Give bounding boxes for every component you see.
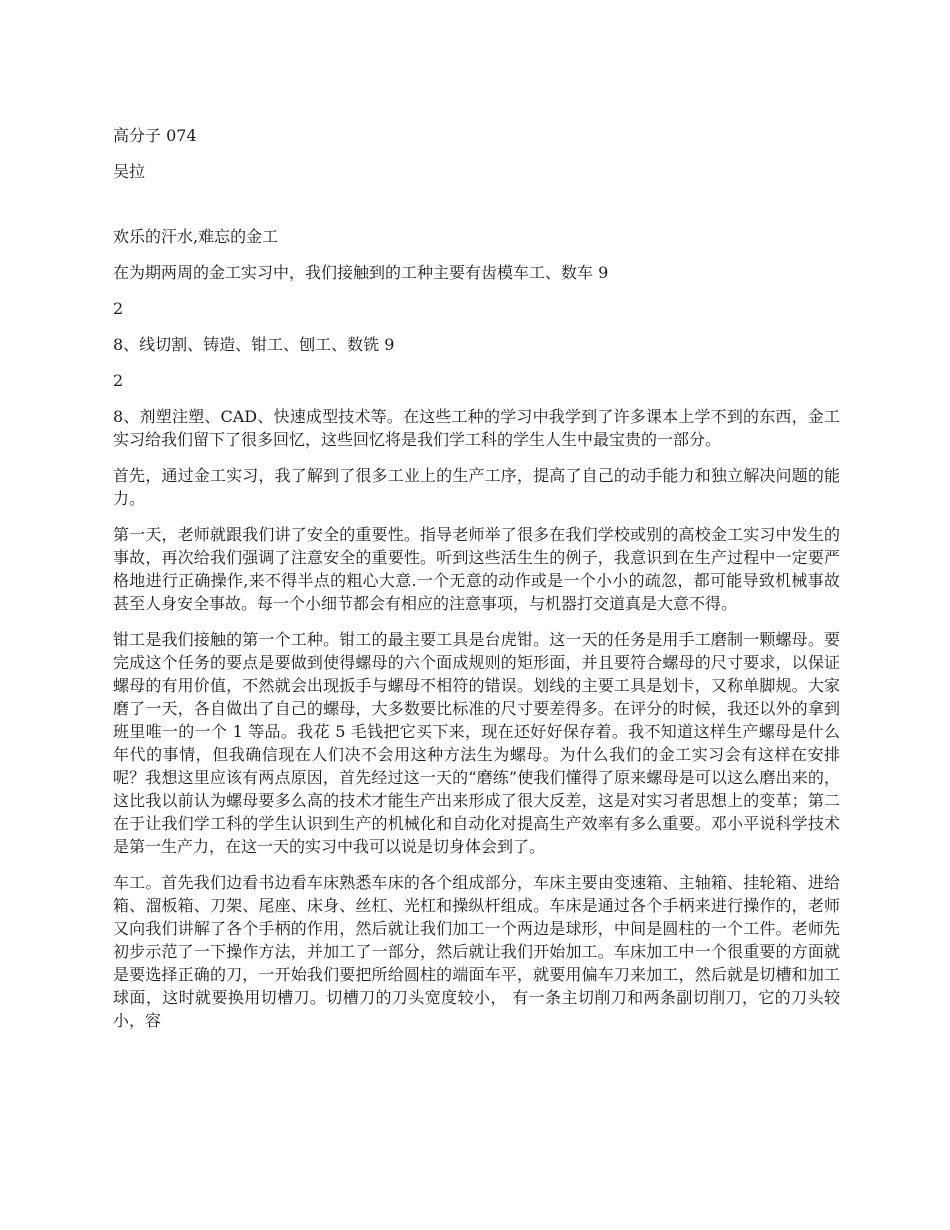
text-line: 在为期两周的金工实习中，我们接触到的工种主要有齿模车工、数车 9 xyxy=(113,263,609,282)
text-line: 8、线切割、铸造、钳工、刨工、数铣 9 xyxy=(113,335,395,354)
text-line: 2 xyxy=(113,371,124,390)
text-line: 2 xyxy=(113,299,124,318)
paragraph: 8、剂塑注塑、CAD、快速成型技术等。在这些工种的学习中我学到了许多课本上学不到的东西，金工实习给我们留下了很多回忆，这些回忆将是我们学工科的学生人生中最宝贵的一部分。 xyxy=(113,407,840,449)
author-name: 吴拉 xyxy=(113,162,146,181)
class-id: 高分子 074 xyxy=(113,126,197,145)
document-body xyxy=(113,124,840,1032)
document-title: 欢乐的汗水,难忘的金工 xyxy=(113,227,279,246)
paragraph: 钳工是我们接触的第一个工种。钳工的最主要工具是台虎钳。这一天的任务是用手工磨制一颗螺母。要完成这个任务的要点是要做到使得螺母的六个面成规则的矩形面，并且要符合螺母的尺寸要求，以保证螺母的有用价值，不然就会出现扳手与螺母不相符的错误。划线的主要工具是划卡，又称单脚规。大家磨了一天，各自做出了自己的螺母，大多数要比标准的尺寸要差得多。在评分的时候，我还以外的拿到班里唯一的一个 1 等品。我花 5 毛钱把它买下来，现在还好好保存着。我不知道这样生产螺母是什么年代的事情，但我确信现在人们决不会用这种方法生为螺母。为什么我们的金工实习会有这样在安排呢？我想这里应该有两点原因，首先经过这一天的“磨练”使我们懂得了原来螺母是可以这么磨出来的，这比我以前认为螺母要多么高的技术才能生产出来形成了很大反差，这是对实习者思想上的变革；第二在于让我们学工科的学生认识到生产的机械化和自动化对提高生产效率有多么重要。邓小平说科学技术是第一生产力，在这一天的实习中我可以说是切身体会到了。 xyxy=(113,630,840,856)
paragraph: 首先，通过金工实习，我了解到了很多工业上的生产工序，提高了自己的动手能力和独立解决问题的能力。 xyxy=(113,466,840,508)
paragraph: 车工。首先我们边看书边看车床熟悉车床的各个组成部分，车床主要由变速箱、主轴箱、挂轮箱、进给箱、溜板箱、刀架、尾座、床身、丝杠、光杠和操纵杆组成。车床是通过各个手柄来进行操作的，老师又向我们讲解了各个手柄的作用，然后就让我们加工一个两边是球形，中间是圆柱的一个工件。老师先初步示范了一下操作方法，并加工了一部分，然后就让我们开始加工。车床加工中一个很重要的方面就是要选择正确的刀，一开始我们要把所给圆柱的端面车平，就要用偏车刀来加工，然后就是切槽和加工球面，这时就要换用切槽刀。切槽刀的刀头宽度较小， 有一条主切削刀和两条副切削刀，它的刀头较小，容 xyxy=(113,873,840,1030)
paragraph: 第一天，老师就跟我们讲了安全的重要性。指导老师举了很多在我们学校或别的高校金工实习中发生的事故，再次给我们强调了注意安全的重要性。听到这些活生生的例子，我意识到在生产过程中一定要严格地进行正确操作,来不得半点的粗心大意.一个无意的动作或是一个小小的疏忽，都可能导致机械事故甚至人身安全事故。每一个小细节都会有相应的注意事项，与机器打交道真是大意不得。 xyxy=(113,525,840,613)
